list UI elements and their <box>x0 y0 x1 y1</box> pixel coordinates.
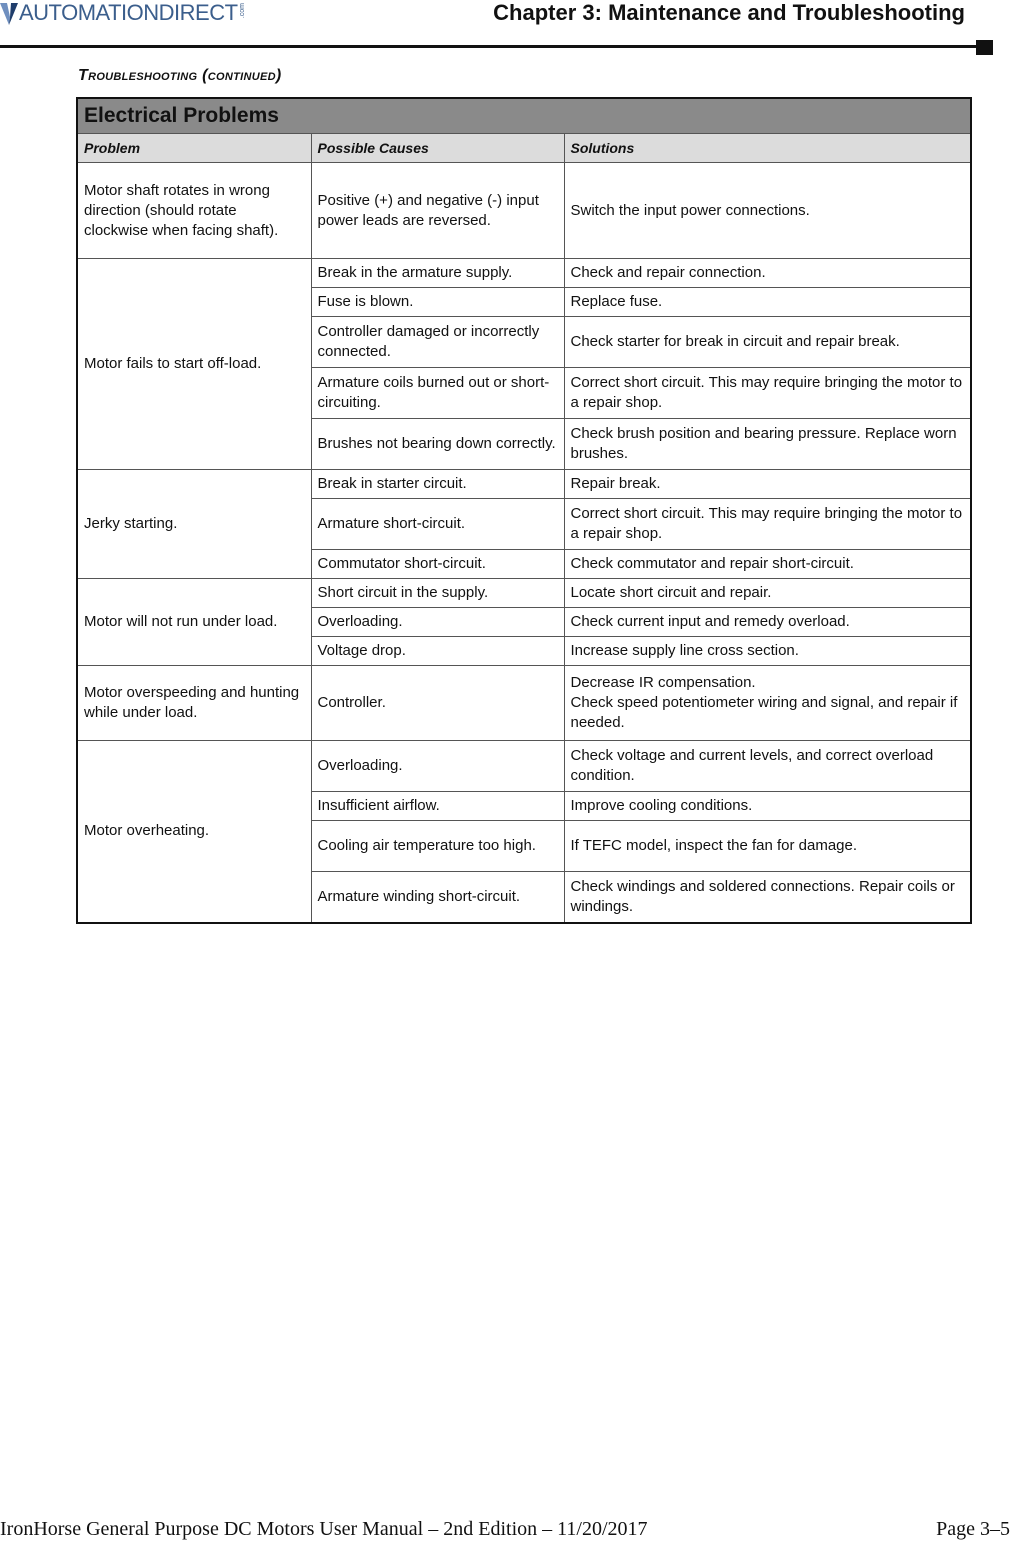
logo-text: AUTOMATIONDIRECT <box>19 0 238 25</box>
chapter-title: Chapter 3: Maintenance and Troubleshooting <box>493 0 965 25</box>
problem-cell: Jerky starting. <box>77 470 311 579</box>
problem-cell: Motor overspeeding and hunting while under load. <box>77 666 311 741</box>
table-row <box>77 666 971 741</box>
cause-cell: Armature coils burned out or short-circuiting. <box>311 368 564 419</box>
cause-cell: Break in the armature supply. <box>311 259 564 288</box>
cause-cell: Insufficient airflow. <box>311 792 564 821</box>
problem-cell: Motor will not run under load. <box>77 579 311 666</box>
column-header-problem: Problem <box>77 134 311 163</box>
cause-cell: Voltage drop. <box>311 637 564 666</box>
cause-cell: Brushes not bearing down correctly. <box>311 419 564 470</box>
solution-cell: Check starter for break in circuit and repair break. <box>564 317 971 368</box>
footer-manual-title: IronHorse General Purpose DC Motors User Manual – 2nd Edition – 11/20/2017 <box>0 1518 648 1540</box>
solution-cell: If TEFC model, inspect the fan for damage. <box>564 821 971 872</box>
problem-cell: Motor shaft rotates in wrong direction (should rotate clockwise when facing shaft). <box>77 163 311 259</box>
solution-cell: Switch the input power connections. <box>564 163 971 259</box>
cause-cell: Short circuit in the supply. <box>311 579 564 608</box>
table-row <box>77 163 971 259</box>
table-row <box>77 470 971 499</box>
table-title: Electrical Problems <box>77 98 971 134</box>
table-row <box>77 259 971 288</box>
cause-cell: Overloading. <box>311 741 564 792</box>
solution-cell: Check commutator and repair short-circuit. <box>564 550 971 579</box>
table-row <box>77 579 971 608</box>
solution-cell: Check and repair connection. <box>564 259 971 288</box>
table-body <box>77 163 971 923</box>
solution-cell: Increase supply line cross section. <box>564 637 971 666</box>
cause-cell: Controller damaged or incorrectly connected. <box>311 317 564 368</box>
cause-cell: Break in starter circuit. <box>311 470 564 499</box>
solution-cell: Replace fuse. <box>564 288 971 317</box>
footer-page-number: Page 3–5 <box>936 1518 1010 1540</box>
header-rule-square <box>976 40 993 55</box>
solution-cell: Locate short circuit and repair. <box>564 579 971 608</box>
solution-cell: Decrease IR compensation. Check speed potentiometer wiring and signal, and repair if needed. <box>564 666 971 741</box>
cause-cell: Controller. <box>311 666 564 741</box>
cause-cell: Cooling air temperature too high. <box>311 821 564 872</box>
solution-cell: Improve cooling conditions. <box>564 792 971 821</box>
column-header-solutions: Solutions <box>564 134 971 163</box>
problem-cell: Motor overheating. <box>77 741 311 923</box>
table-row <box>77 741 971 792</box>
solution-cell: Correct short circuit. This may require bringing the motor to a repair shop. <box>564 499 971 550</box>
logo-v-mark-icon <box>0 3 18 25</box>
cause-cell: Commutator short-circuit. <box>311 550 564 579</box>
electrical-problems-table <box>76 97 972 924</box>
solution-cell: Check current input and remedy overload. <box>564 608 971 637</box>
solution-cell: Correct short circuit. This may require bringing the motor to a repair shop. <box>564 368 971 419</box>
logo-suffix: .com <box>238 3 246 19</box>
header-rule <box>0 45 978 48</box>
cause-cell: Armature short-circuit. <box>311 499 564 550</box>
section-title: Troubleshooting (continued) <box>78 67 282 84</box>
cause-cell: Overloading. <box>311 608 564 637</box>
cause-cell: Fuse is blown. <box>311 288 564 317</box>
cause-cell: Armature winding short-circuit. <box>311 872 564 923</box>
page-header <box>0 0 1010 40</box>
cause-cell: Positive (+) and negative (-) input power leads are reversed. <box>311 163 564 259</box>
solution-cell: Check windings and soldered connections. Repair coils or windings. <box>564 872 971 923</box>
problem-cell: Motor fails to start off-load. <box>77 259 311 470</box>
column-header-possible-causes: Possible Causes <box>311 134 564 163</box>
automationdirect-logo <box>0 1 247 27</box>
solution-cell: Check voltage and current levels, and correct overload condition. <box>564 741 971 792</box>
solution-cell: Repair break. <box>564 470 971 499</box>
solution-cell: Check brush position and bearing pressure. Replace worn brushes. <box>564 419 971 470</box>
